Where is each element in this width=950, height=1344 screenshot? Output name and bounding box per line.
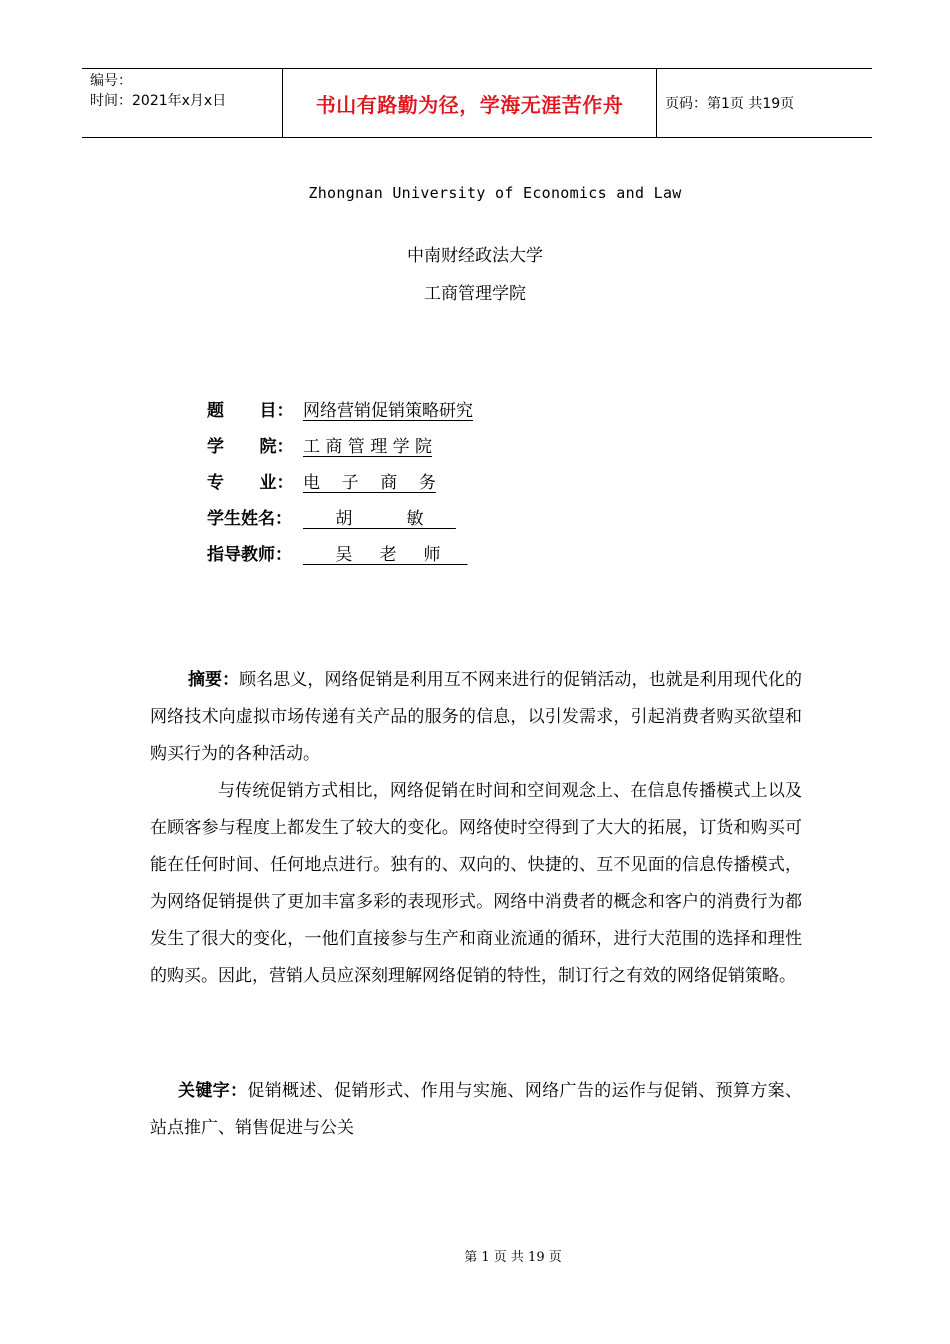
info-value: 网络营销促销策略研究 xyxy=(303,401,473,421)
time-label: 时间：2021年x月x日 xyxy=(90,93,227,109)
info-label: 专 业： xyxy=(207,473,294,493)
page-footer: 第 1 页 共 19 页 xyxy=(464,1250,562,1265)
info-label: 学生姓名： xyxy=(207,509,292,529)
info-label: 题 目： xyxy=(207,401,294,421)
abstract-text: 顾名思义，网络促销是利用互不网来进行的促销活动，也就是利用现代化的网络技术向虚拟市场传递有关产品的服务的信息，以引发需求，引起消费者购买欲望和购买行为的各种活动。 xyxy=(150,670,802,764)
info-value: 工 商 管 理 学 院 xyxy=(303,437,433,457)
page-info: 页码：第1页 共19页 xyxy=(665,96,795,112)
header-page-cell xyxy=(655,69,872,137)
keywords-text: 促销概述、促销形式、作用与实施、网络广告的运作与促销、预算方案、站点推广、销售促进与公关 xyxy=(150,1081,803,1138)
header-motto-cell xyxy=(282,69,657,137)
keywords-paragraph xyxy=(150,1073,802,1147)
info-value: 吴 老 师 xyxy=(303,545,468,565)
school-name: 工商管理学院 xyxy=(424,284,526,304)
number-label: 编号： xyxy=(90,73,132,89)
info-value: 胡 敏 xyxy=(303,509,456,529)
motto-text: 书山有路勤为径，学海无涯苦作舟 xyxy=(315,92,624,117)
page-header xyxy=(82,68,872,138)
university-name-en: Zhongnan University of Economics and Law xyxy=(308,184,682,202)
info-label: 指导教师： xyxy=(207,545,292,565)
abstract-paragraph xyxy=(150,662,802,773)
info-label: 学 院： xyxy=(207,437,294,457)
header-meta xyxy=(82,69,282,137)
info-value: 电 子 商 务 xyxy=(303,473,436,493)
university-name-cn: 中南财经政法大学 xyxy=(407,246,543,266)
abstract-paragraph-2: 与传统促销方式相比，网络促销在时间和空间观念上、在信息传播模式上以及在顾客参与程度上都发生了较大的变化。网络使时空得到了大大的拓展，订货和购买可能在任何时间、任何地点进行。独有的、双向的、快捷的、互不见面的信息传播模式，为网络促销提供了更加丰富多彩的表现形式。网络中消费者的概念和客户的消费行为都发生了很大的变化，一他们直接参与生产和商业流通的循环，进行大范围的选择和理性的购买。因此，营销人员应深刻理解网络促销的特性，制订行之有效的网络促销策略。 xyxy=(150,781,802,986)
abstract-label: 摘要： xyxy=(188,670,240,690)
keywords-label: 关键字： xyxy=(178,1081,248,1101)
